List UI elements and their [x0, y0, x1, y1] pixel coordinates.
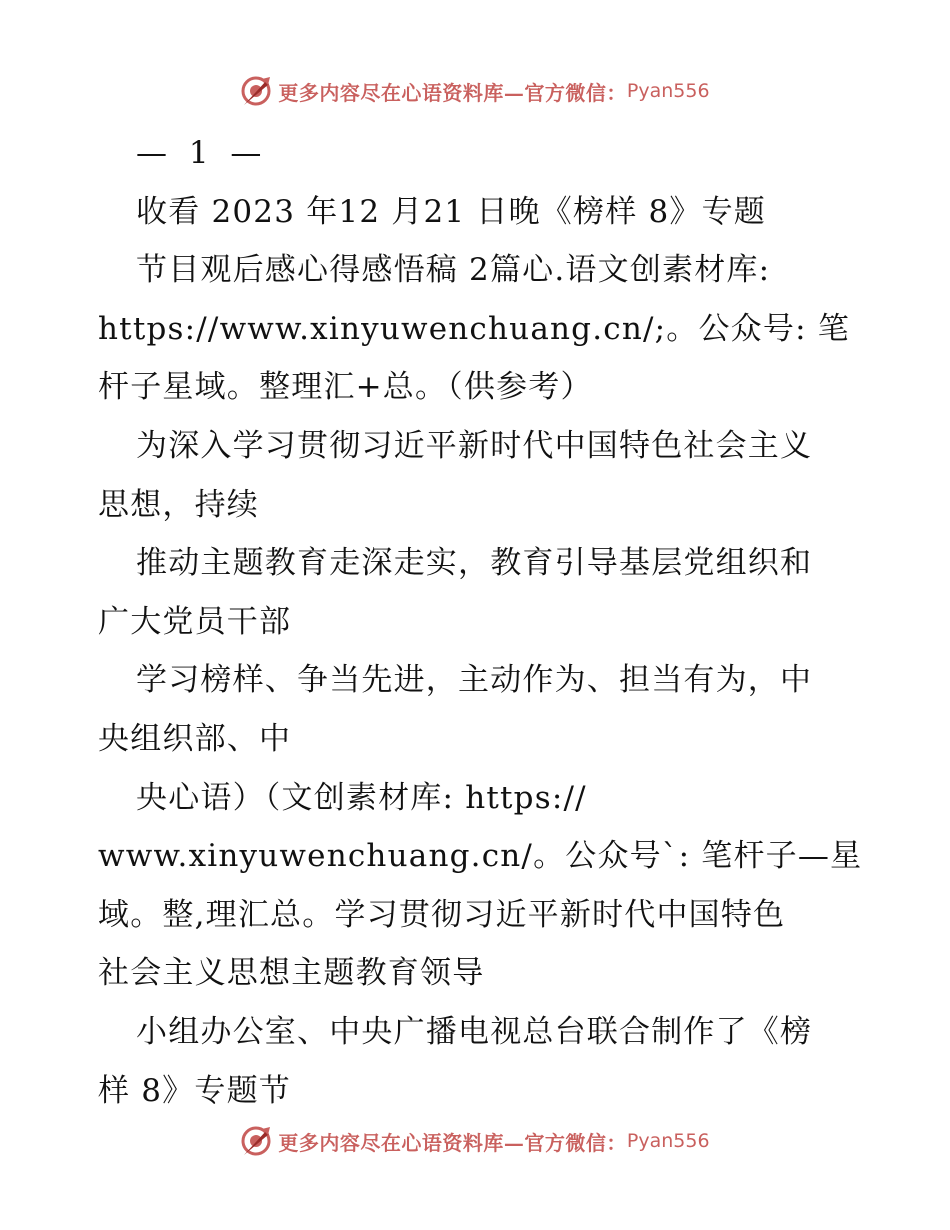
header-watermark-banner: [0, 74, 950, 108]
text-line: 杆子星域。整理汇+总。（供参考）: [98, 369, 593, 406]
text-line: 央心语）（文创素材库: https://: [136, 779, 587, 816]
footer-watermark-banner: [0, 1124, 950, 1158]
footer-banner-text: 更多内容尽在心语资料库—官方微信：: [278, 1130, 627, 1155]
text-line: https://www.xinyuwenchuang.cn/;。公众号: 笔: [98, 310, 850, 347]
header-banner-text: 更多内容尽在心语资料库—官方微信：: [278, 80, 627, 105]
document-title-line-2: 节目观后感心得感悟稿 2篇心.语文创素材库:: [136, 252, 771, 289]
text-line: 央组织部、中: [98, 720, 292, 757]
quill-pen-circle-icon: [240, 1125, 272, 1157]
text-line: 样 8》专题节: [98, 1072, 291, 1109]
footer-wechat-id: Pyan556: [626, 1130, 710, 1152]
text-line: 社会主义思想主题教育领导: [98, 955, 485, 992]
document-title-line-1: 收看 2023 年12 月21 日晚《榜样 8》专题: [136, 193, 766, 230]
text-line: 学习榜样、争当先进，主动作为、担当有为，中: [136, 662, 813, 699]
text-line: 广大党员干部: [98, 603, 292, 640]
text-line: 小组办公室、中央广播电视总台联合制作了《榜: [136, 1013, 813, 1050]
text-line: www.xinyuwenchuang.cn/。公众号`: 笔杆子—星: [98, 838, 863, 875]
text-line: 域。整,理汇总。学习贯彻习近平新时代中国特色: [98, 896, 786, 933]
page-number: — 1 —: [136, 135, 268, 171]
quill-pen-circle-icon: [240, 75, 272, 107]
text-line: 思想，持续: [98, 486, 259, 523]
text-line: 推动主题教育走深走实，教育引导基层党组织和: [136, 545, 813, 582]
header-wechat-id: Pyan556: [626, 80, 710, 102]
document-body: [98, 124, 863, 1120]
text-line: 为深入学习贯彻习近平新时代中国特色社会主义: [136, 427, 813, 464]
